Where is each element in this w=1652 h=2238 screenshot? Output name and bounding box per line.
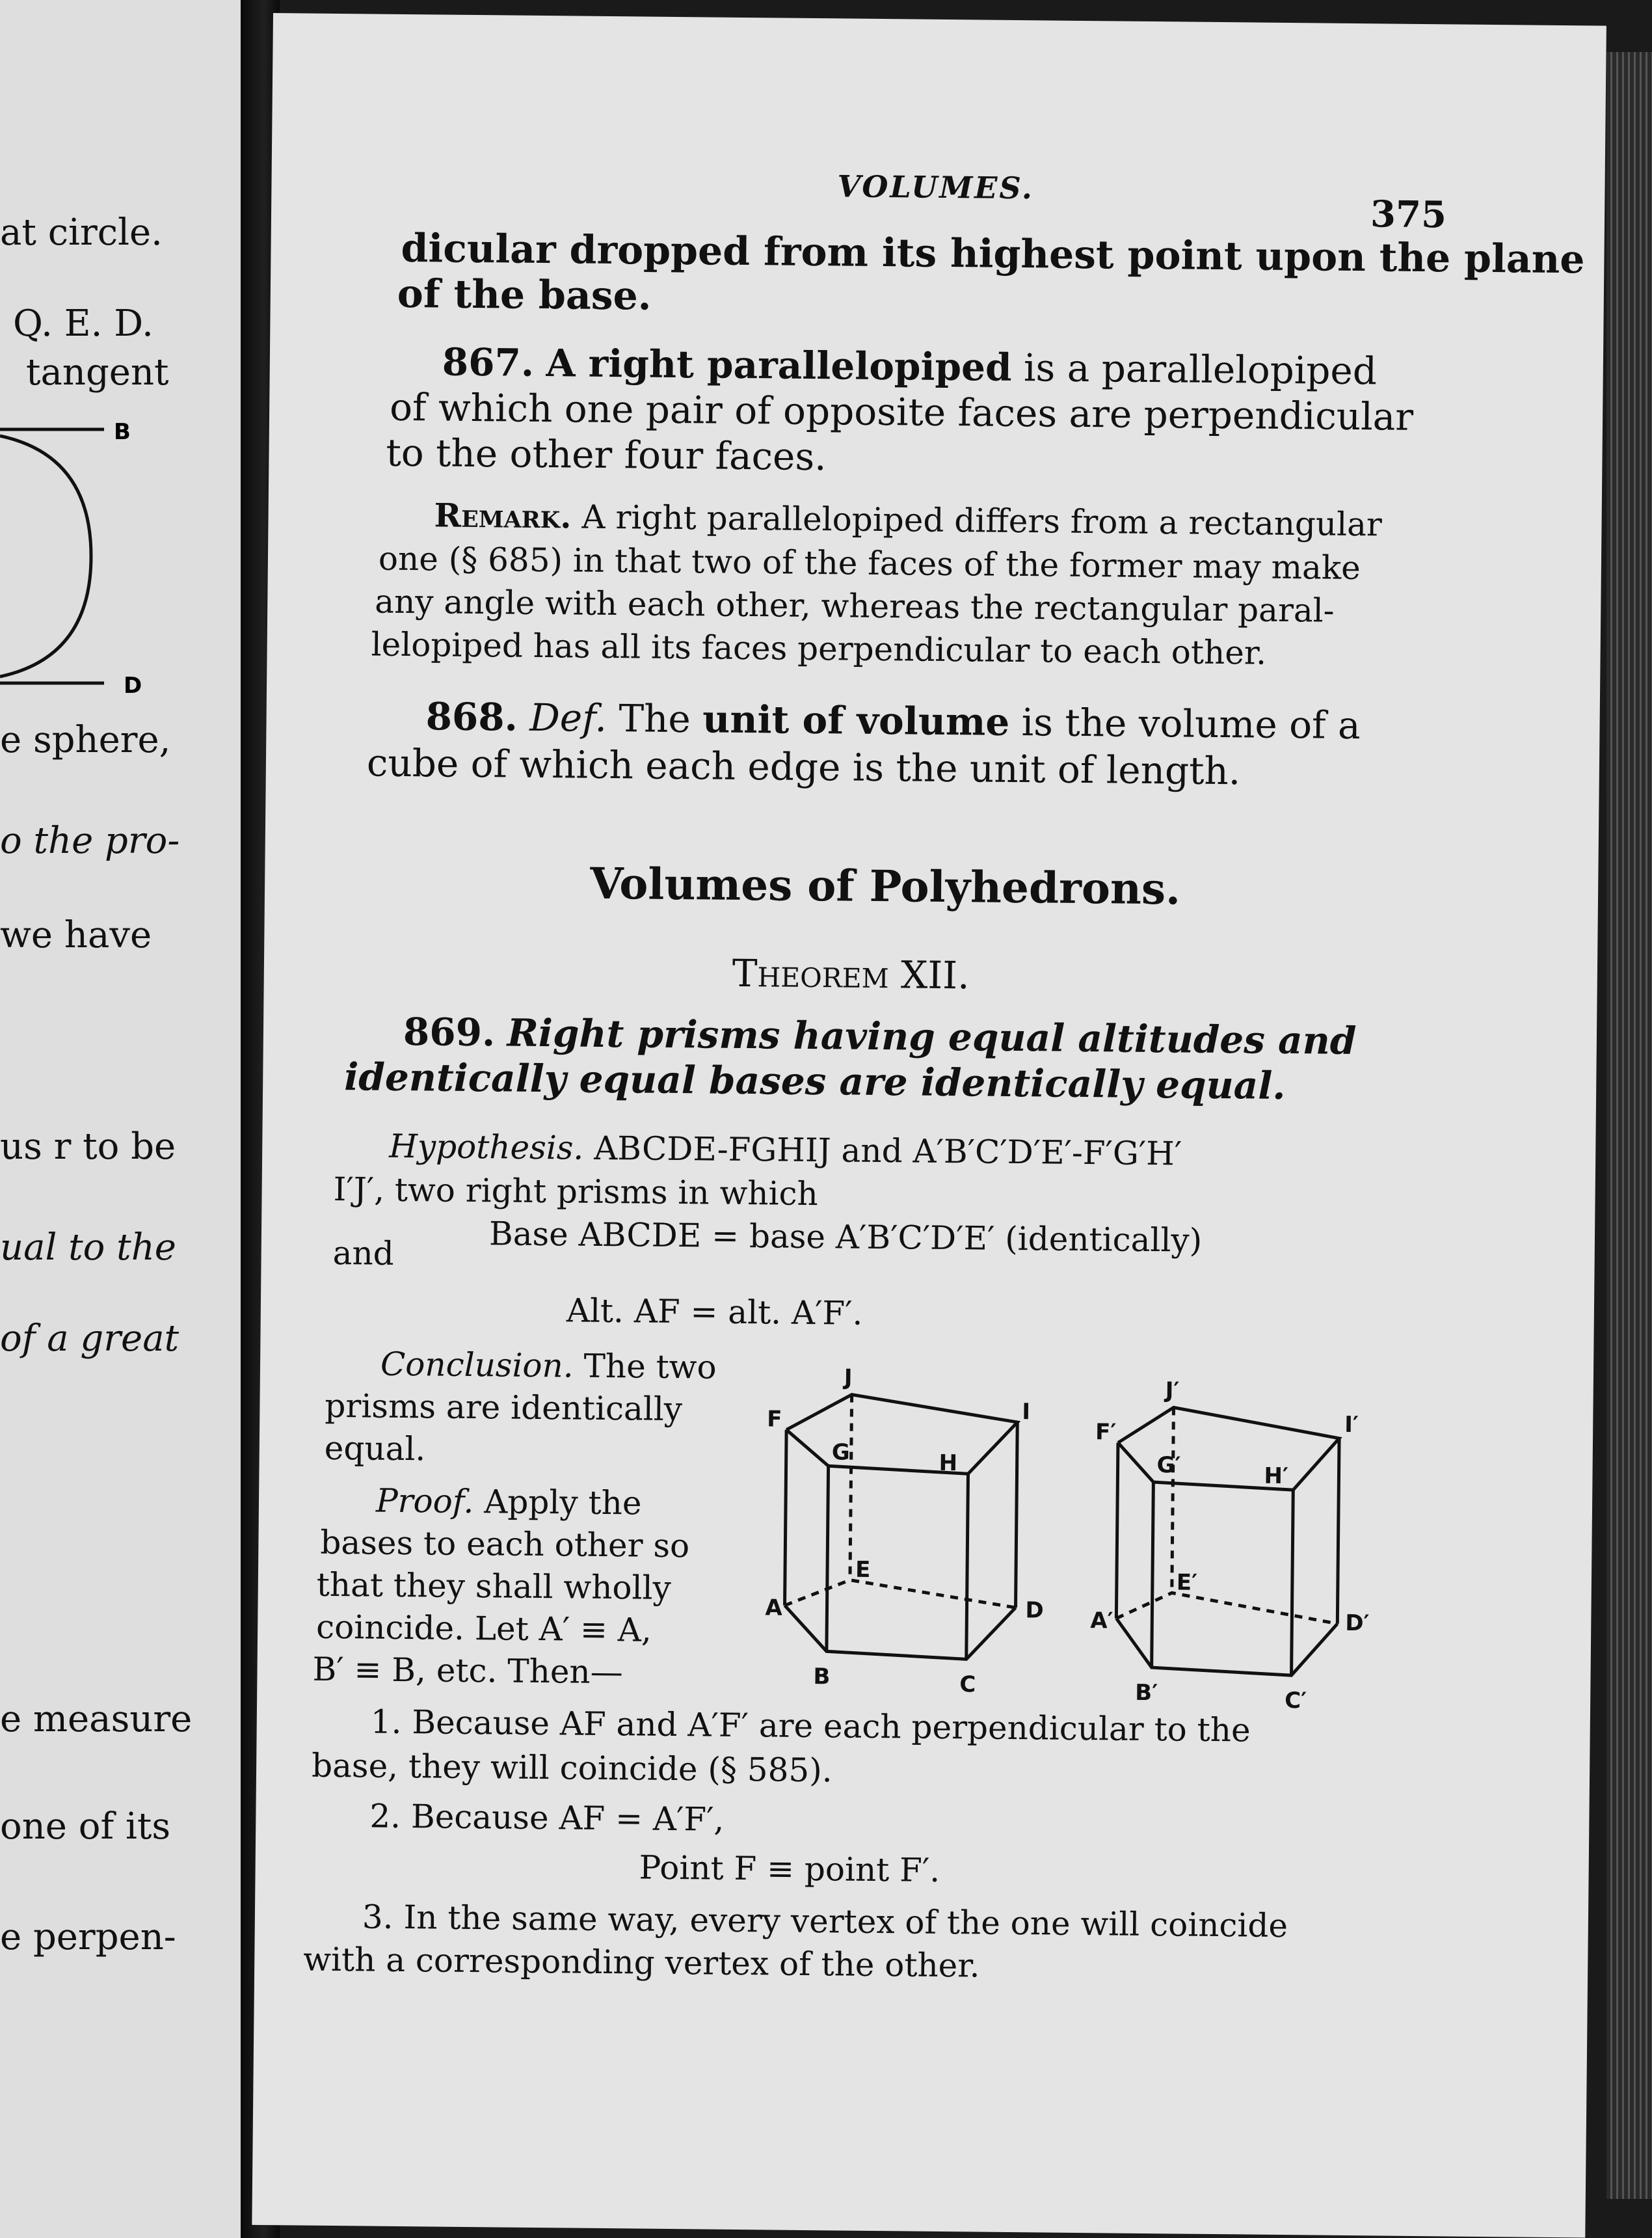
prism-1-edge-di	[1016, 1422, 1018, 1608]
vertex-label: A	[765, 1595, 783, 1621]
prism-2-top-face	[1117, 1407, 1339, 1490]
left-line: one of its	[0, 1805, 171, 1848]
paragraph-number: 869.	[403, 1009, 496, 1055]
vertex-label: E	[855, 1556, 871, 1583]
left-facing-page	[0, 0, 241, 2238]
proof-step-1-line: base, they will coincide (§ 585).	[311, 1746, 833, 1790]
proof-line: coincide. Let A′ ≡ A,	[315, 1608, 652, 1649]
vertex-label: F	[767, 1406, 782, 1433]
left-line: us r to be	[0, 1126, 176, 1168]
left-line: e sphere,	[0, 719, 171, 761]
vertex-label: G	[831, 1439, 850, 1466]
theorem-heading: Theorem XII.	[732, 950, 970, 998]
paragraph-867-line: to the other four faces.	[386, 430, 827, 479]
remark-text: A right parallelopiped differs from a rectangular	[581, 498, 1383, 544]
remark-line: any angle with each other, whereas the rectangular paral-	[375, 582, 1335, 630]
vertex-label: D	[1025, 1597, 1044, 1624]
paragraph-868	[425, 694, 1361, 748]
left-line: o the pro-	[0, 820, 180, 862]
vertex-label: B′	[1135, 1679, 1158, 1706]
left-line: tangent	[26, 351, 169, 394]
page-edges	[1606, 52, 1652, 2199]
prism-1-top-face	[786, 1394, 1018, 1477]
paragraph-text: is a parallelopiped	[1023, 345, 1378, 394]
proof	[375, 1481, 642, 1522]
left-line: of a great	[0, 1317, 180, 1360]
vertex-label: H′	[1264, 1463, 1289, 1490]
hypothesis-text: ABCDE-FGHIJ and A′B′C′D′E′-F′G′H′	[593, 1129, 1182, 1173]
proof-step-3-line: with a corresponding vertex of the other.	[303, 1940, 980, 1985]
prism-2	[1116, 1407, 1340, 1676]
vertex-label: B	[813, 1664, 831, 1690]
hypothesis-and: and	[332, 1234, 395, 1273]
defined-term: A right parallelopiped	[546, 341, 1012, 390]
prism-2-edge-af	[1116, 1443, 1118, 1619]
paragraph-number: 867.	[442, 340, 535, 385]
prism-1-labels	[764, 1364, 1046, 1698]
prism-2-labels	[1089, 1377, 1372, 1714]
label-d: D	[124, 673, 142, 699]
proof-step-1: 1. Because AF and A′F′ are each perpendicular to the	[370, 1703, 1251, 1749]
proof-step-2: 2. Because AF = A′F′,	[369, 1797, 725, 1839]
vertex-label: I	[1022, 1399, 1031, 1425]
vertex-label: G′	[1156, 1452, 1181, 1479]
hypothesis-line: I′J′, two right prisms in which	[333, 1170, 818, 1213]
prism-1-edge-ch	[966, 1474, 968, 1659]
paragraph-868-line: cube of which each edge is the unit of length.	[366, 740, 1241, 794]
vertex-label: D′	[1345, 1610, 1370, 1637]
prism-2-bottom-face	[1116, 1619, 1338, 1676]
hypothesis-line: Alt. AF = alt. A′F′.	[566, 1291, 863, 1332]
definition-label: Def.	[529, 695, 607, 740]
vertex-label: C′	[1284, 1688, 1307, 1714]
continuation-line: dicular dropped from its highest point upon the plane	[401, 225, 1585, 283]
proof-step-3: 3. In the same way, every vertex of the one will coincide	[362, 1898, 1288, 1945]
left-line: e measure	[0, 1698, 193, 1740]
paragraph-text: is the volume of a	[1021, 700, 1361, 748]
vertex-label: J′	[1165, 1377, 1180, 1404]
prism-2-edge-ej	[1172, 1407, 1174, 1593]
paragraph-867	[442, 340, 1378, 394]
proof-line: that they shall wholly	[316, 1565, 672, 1607]
remark-line: one (§ 685) in that two of the faces of the former may make	[378, 539, 1361, 587]
page-375	[252, 13, 1606, 2238]
hypothesis	[389, 1127, 1182, 1173]
two-prisms-figure	[764, 1358, 1437, 1729]
hypothesis-line: Base ABCDE = base A′B′C′D′E′ (identically)	[488, 1215, 1203, 1260]
proof-line: bases to each other so	[320, 1523, 690, 1565]
conclusion-line: prisms are identically	[325, 1386, 683, 1429]
prism-1-bottom-face	[784, 1606, 1016, 1660]
prism-1-edge-bg	[827, 1466, 829, 1651]
vertex-label: A′	[1090, 1608, 1113, 1634]
left-line: ual to the	[0, 1226, 176, 1269]
left-line: e perpen-	[0, 1916, 176, 1958]
vertex-label: I′	[1344, 1411, 1359, 1438]
continuation-line: of the base.	[397, 271, 652, 319]
prism-2-edge-ch	[1292, 1490, 1294, 1675]
running-header: VOLUMES.	[837, 169, 1035, 206]
prism-2-edge-di	[1337, 1438, 1339, 1624]
tangent-circle-diagram	[0, 397, 241, 709]
prism-1-edge-ej	[850, 1395, 852, 1580]
prism-2-hidden-base	[1116, 1593, 1337, 1624]
paragraph-text: The	[619, 696, 691, 742]
conclusion-label: Conclusion.	[380, 1345, 574, 1385]
remark-line: lelopiped has all its faces perpendicular to each other.	[371, 625, 1267, 672]
left-line: at circle.	[0, 211, 163, 254]
remark-label: Remark.	[434, 496, 572, 536]
conclusion-line: equal.	[324, 1429, 426, 1468]
left-line: Q. E. D.	[13, 303, 153, 345]
paragraph-869	[403, 1009, 1357, 1064]
proof-label: Proof.	[375, 1481, 474, 1521]
proof-text: Apply the	[484, 1483, 642, 1522]
defined-term: unit of volume	[702, 697, 1010, 744]
prism-1-edge-af	[785, 1430, 787, 1606]
prism-2-edge-bg	[1152, 1482, 1154, 1667]
label-b: B	[114, 419, 131, 445]
theorem-statement: Right prisms having equal altitudes and	[507, 1010, 1357, 1064]
remark	[434, 496, 1383, 544]
vertex-label: H	[939, 1449, 958, 1477]
circle-arc	[0, 436, 91, 677]
vertex-label: C	[959, 1671, 976, 1698]
section-heading: Volumes of Polyhedrons.	[589, 857, 1181, 915]
hypothesis-label: Hypothesis.	[389, 1127, 584, 1167]
prism-1	[784, 1394, 1018, 1660]
vertex-label: E′	[1176, 1569, 1198, 1596]
theorem-statement-line: identically equal bases are identically equal.	[343, 1055, 1286, 1109]
conclusion	[380, 1345, 717, 1386]
proof-step-2-line: Point F ≡ point F′.	[639, 1848, 940, 1889]
paragraph-867-line: of which one pair of opposite faces are perpendicular	[389, 384, 1414, 439]
proof-line: B′ ≡ B, etc. Then—	[312, 1650, 623, 1692]
left-line: we have	[0, 914, 152, 956]
prism-1-hidden-base	[785, 1580, 1016, 1608]
conclusion-text: The two	[583, 1347, 717, 1386]
vertex-label: J	[844, 1364, 853, 1391]
paragraph-number: 868.	[425, 694, 518, 740]
page-number: 375	[1370, 193, 1447, 237]
vertex-label: F′	[1095, 1419, 1117, 1446]
